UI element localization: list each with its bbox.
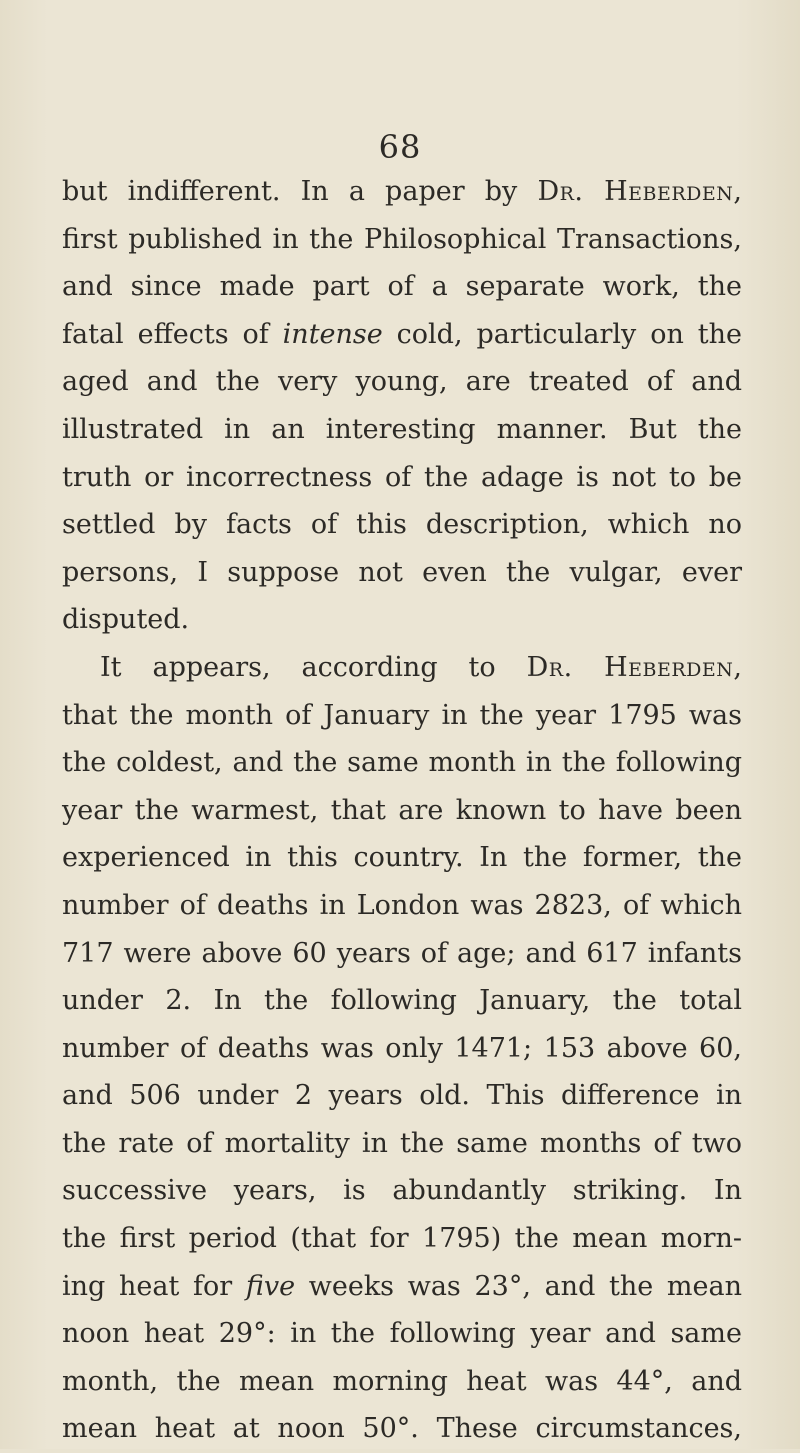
text-run: successive years, is abundantly striking. In [62, 1175, 742, 1207]
text-run: disputed. [62, 604, 190, 636]
text-line [62, 454, 742, 502]
text-run: the first period (that for 1795) the mean morn- [62, 1223, 742, 1255]
small-caps-name: Dr. Heberden [526, 651, 734, 683]
text-run: illustrated in an interesting manner. But the [62, 413, 742, 445]
text-line [62, 168, 742, 216]
text-run: cold, particularly on the [382, 318, 742, 350]
text-line [62, 644, 742, 692]
text-run: year the warmest, that are known to have been [62, 794, 742, 826]
page-number: 68 [378, 128, 422, 166]
text-run: , [733, 176, 742, 207]
text-run: under 2. In the following January, the total [62, 985, 742, 1017]
text-line [62, 1072, 742, 1120]
text-run: mean heat at noon 50°. These circumstances, [62, 1413, 742, 1445]
text-run: truth or incorrectness of the adage is not to be [62, 461, 742, 493]
text-run: persons, I suppose not even the vulgar, ever [62, 556, 742, 588]
text-run: experienced in this country. In the former, the [62, 842, 742, 874]
text-line [62, 216, 742, 264]
body-text [62, 168, 742, 1453]
text-line [62, 549, 742, 597]
text-line [62, 834, 742, 882]
text-line [62, 930, 742, 978]
text-line [62, 1120, 742, 1168]
text-line [62, 1310, 742, 1358]
text-line [62, 311, 742, 359]
text-line [62, 739, 742, 787]
text-run: first published in the Philosophical Transactions, [62, 223, 742, 255]
text-line [62, 263, 742, 311]
text-line [62, 501, 742, 549]
text-run: and 506 under 2 years old. This difference in [62, 1080, 742, 1112]
text-run: number of deaths was only 1471; 153 above 60, [62, 1032, 742, 1064]
text-line [62, 406, 742, 454]
italic-word: intense [282, 318, 383, 350]
text-run: 717 were above 60 years of age; and 617 infants [62, 937, 742, 969]
text-run: , [733, 651, 742, 683]
text-run: that the month of January in the year 1795 was [62, 699, 742, 731]
text-line [62, 358, 742, 406]
text-line [62, 1167, 742, 1215]
text-run: It appears, according to [100, 651, 527, 683]
text-run: the rate of mortality in the same months of two [62, 1127, 742, 1159]
text-line [62, 787, 742, 835]
text-line [62, 1263, 742, 1311]
text-run: and since made part of a separate work, the [62, 271, 742, 303]
text-run: ing heat for [62, 1270, 246, 1302]
text-run: settled by facts of this description, which no [62, 509, 742, 541]
text-run: number of deaths in London was 2823, of which [62, 889, 742, 921]
text-line [62, 596, 742, 644]
text-line [62, 1405, 742, 1453]
text-line [62, 1025, 742, 1073]
text-line [62, 882, 742, 930]
text-run: the coldest, and the same month in the following [62, 747, 742, 779]
text-run: month, the mean morning heat was 44°, and [62, 1365, 742, 1397]
text-run: fatal effects of [62, 318, 283, 350]
text-line [62, 692, 742, 740]
text-line [62, 1215, 742, 1263]
italic-word: five [245, 1270, 296, 1302]
small-caps-name: Dr. Heberden [537, 176, 734, 207]
text-run: noon heat 29°: in the following year and same [62, 1318, 742, 1350]
text-line [62, 1358, 742, 1406]
text-run: weeks was 23°, and the mean [295, 1270, 742, 1302]
text-run: but indifferent. In a paper by [62, 176, 538, 207]
text-run: aged and the very young, are treated of and [62, 366, 742, 398]
text-line [62, 977, 742, 1025]
